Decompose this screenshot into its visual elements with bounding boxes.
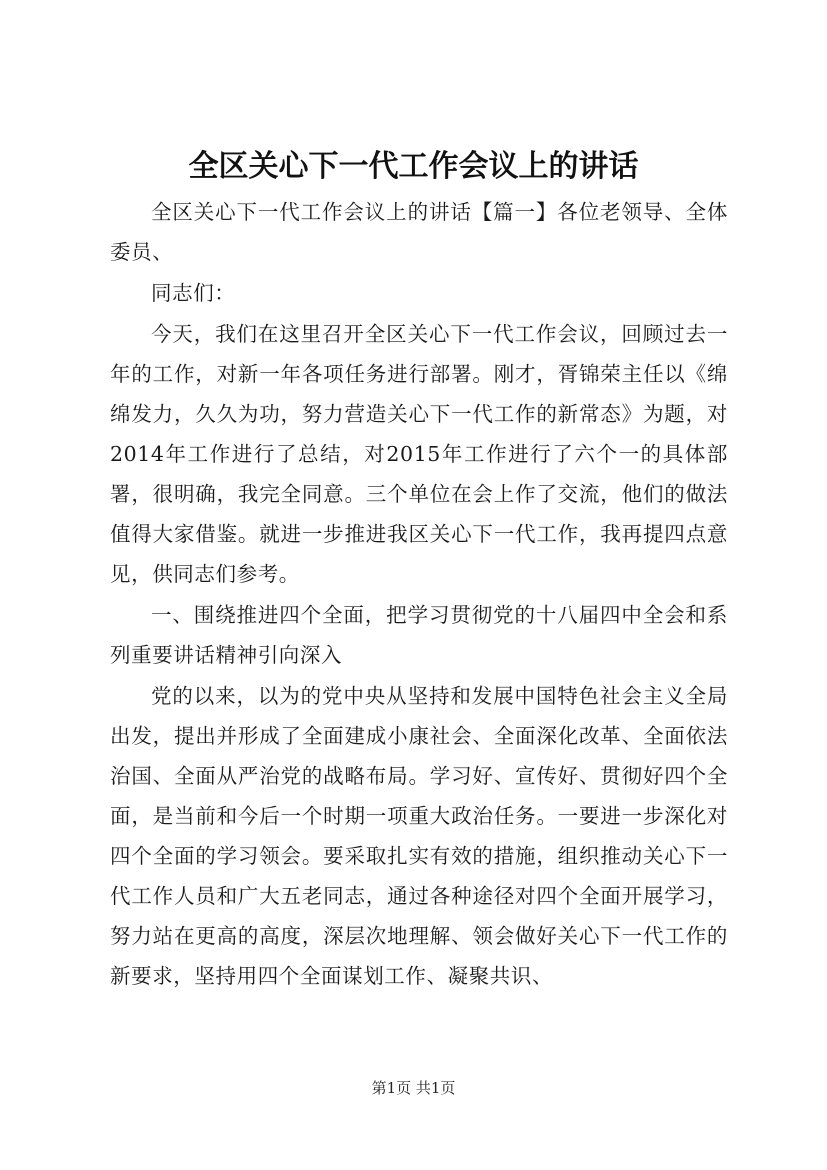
paragraph-section-one-body: 党的以来，以为的党中央从坚持和发展中国特色社会主义全局出发，提出并形成了全面建成小康社会、全面深化改革、全面依法治国、全面从严治党的战略布局。学习好、宣传好、贯彻好四个全面，是当前和今后一个时期一项重大政治任务。一要进一步深化对四个全面的学习领会。要采取扎实有效的措施，组织推动关心下一代工作人员和广大五老同志，通过各种途径对四个全面开展学习，努力站在更高的高度，深层次地理解、领会做好关心下一代工作的新要求，坚持用四个全面谋划工作、凝聚共识、 bbox=[110, 684, 728, 988]
page-number-footer: 第1页 共1页 bbox=[371, 1079, 456, 1097]
document-body bbox=[110, 192, 728, 997]
paragraph-section-one-heading: 一、围绕推进四个全面，把学习贯彻党的十八届四中全会和系列重要讲话精神引向深入 bbox=[110, 603, 728, 667]
paragraph-salutation: 同志们： bbox=[151, 281, 236, 305]
document-title: 全区关心下一代工作会议上的讲话 bbox=[188, 149, 639, 184]
paragraph-opening: 今天，我们在这里召开全区关心下一代工作会议，回顾过去一年的工作，对新一年各项任务进行部署。刚才，胥锦荣主任以《绵绵发力，久久为功，努力营造关心下一代工作的新常态》为题，对2014年工作进行了总结，对2015年工作进行了六个一的具体部署，很明确，我完全同意。三个单位在会上作了交流，他们的做法值得大家借鉴。就进一步推进我区关心下一代工作，我再提四点意见，供同志们参考。 bbox=[110, 322, 728, 586]
paragraph-heading-intro: 全区关心下一代工作会议上的讲话【篇一】各位老领导、全体委员、 bbox=[110, 200, 728, 264]
